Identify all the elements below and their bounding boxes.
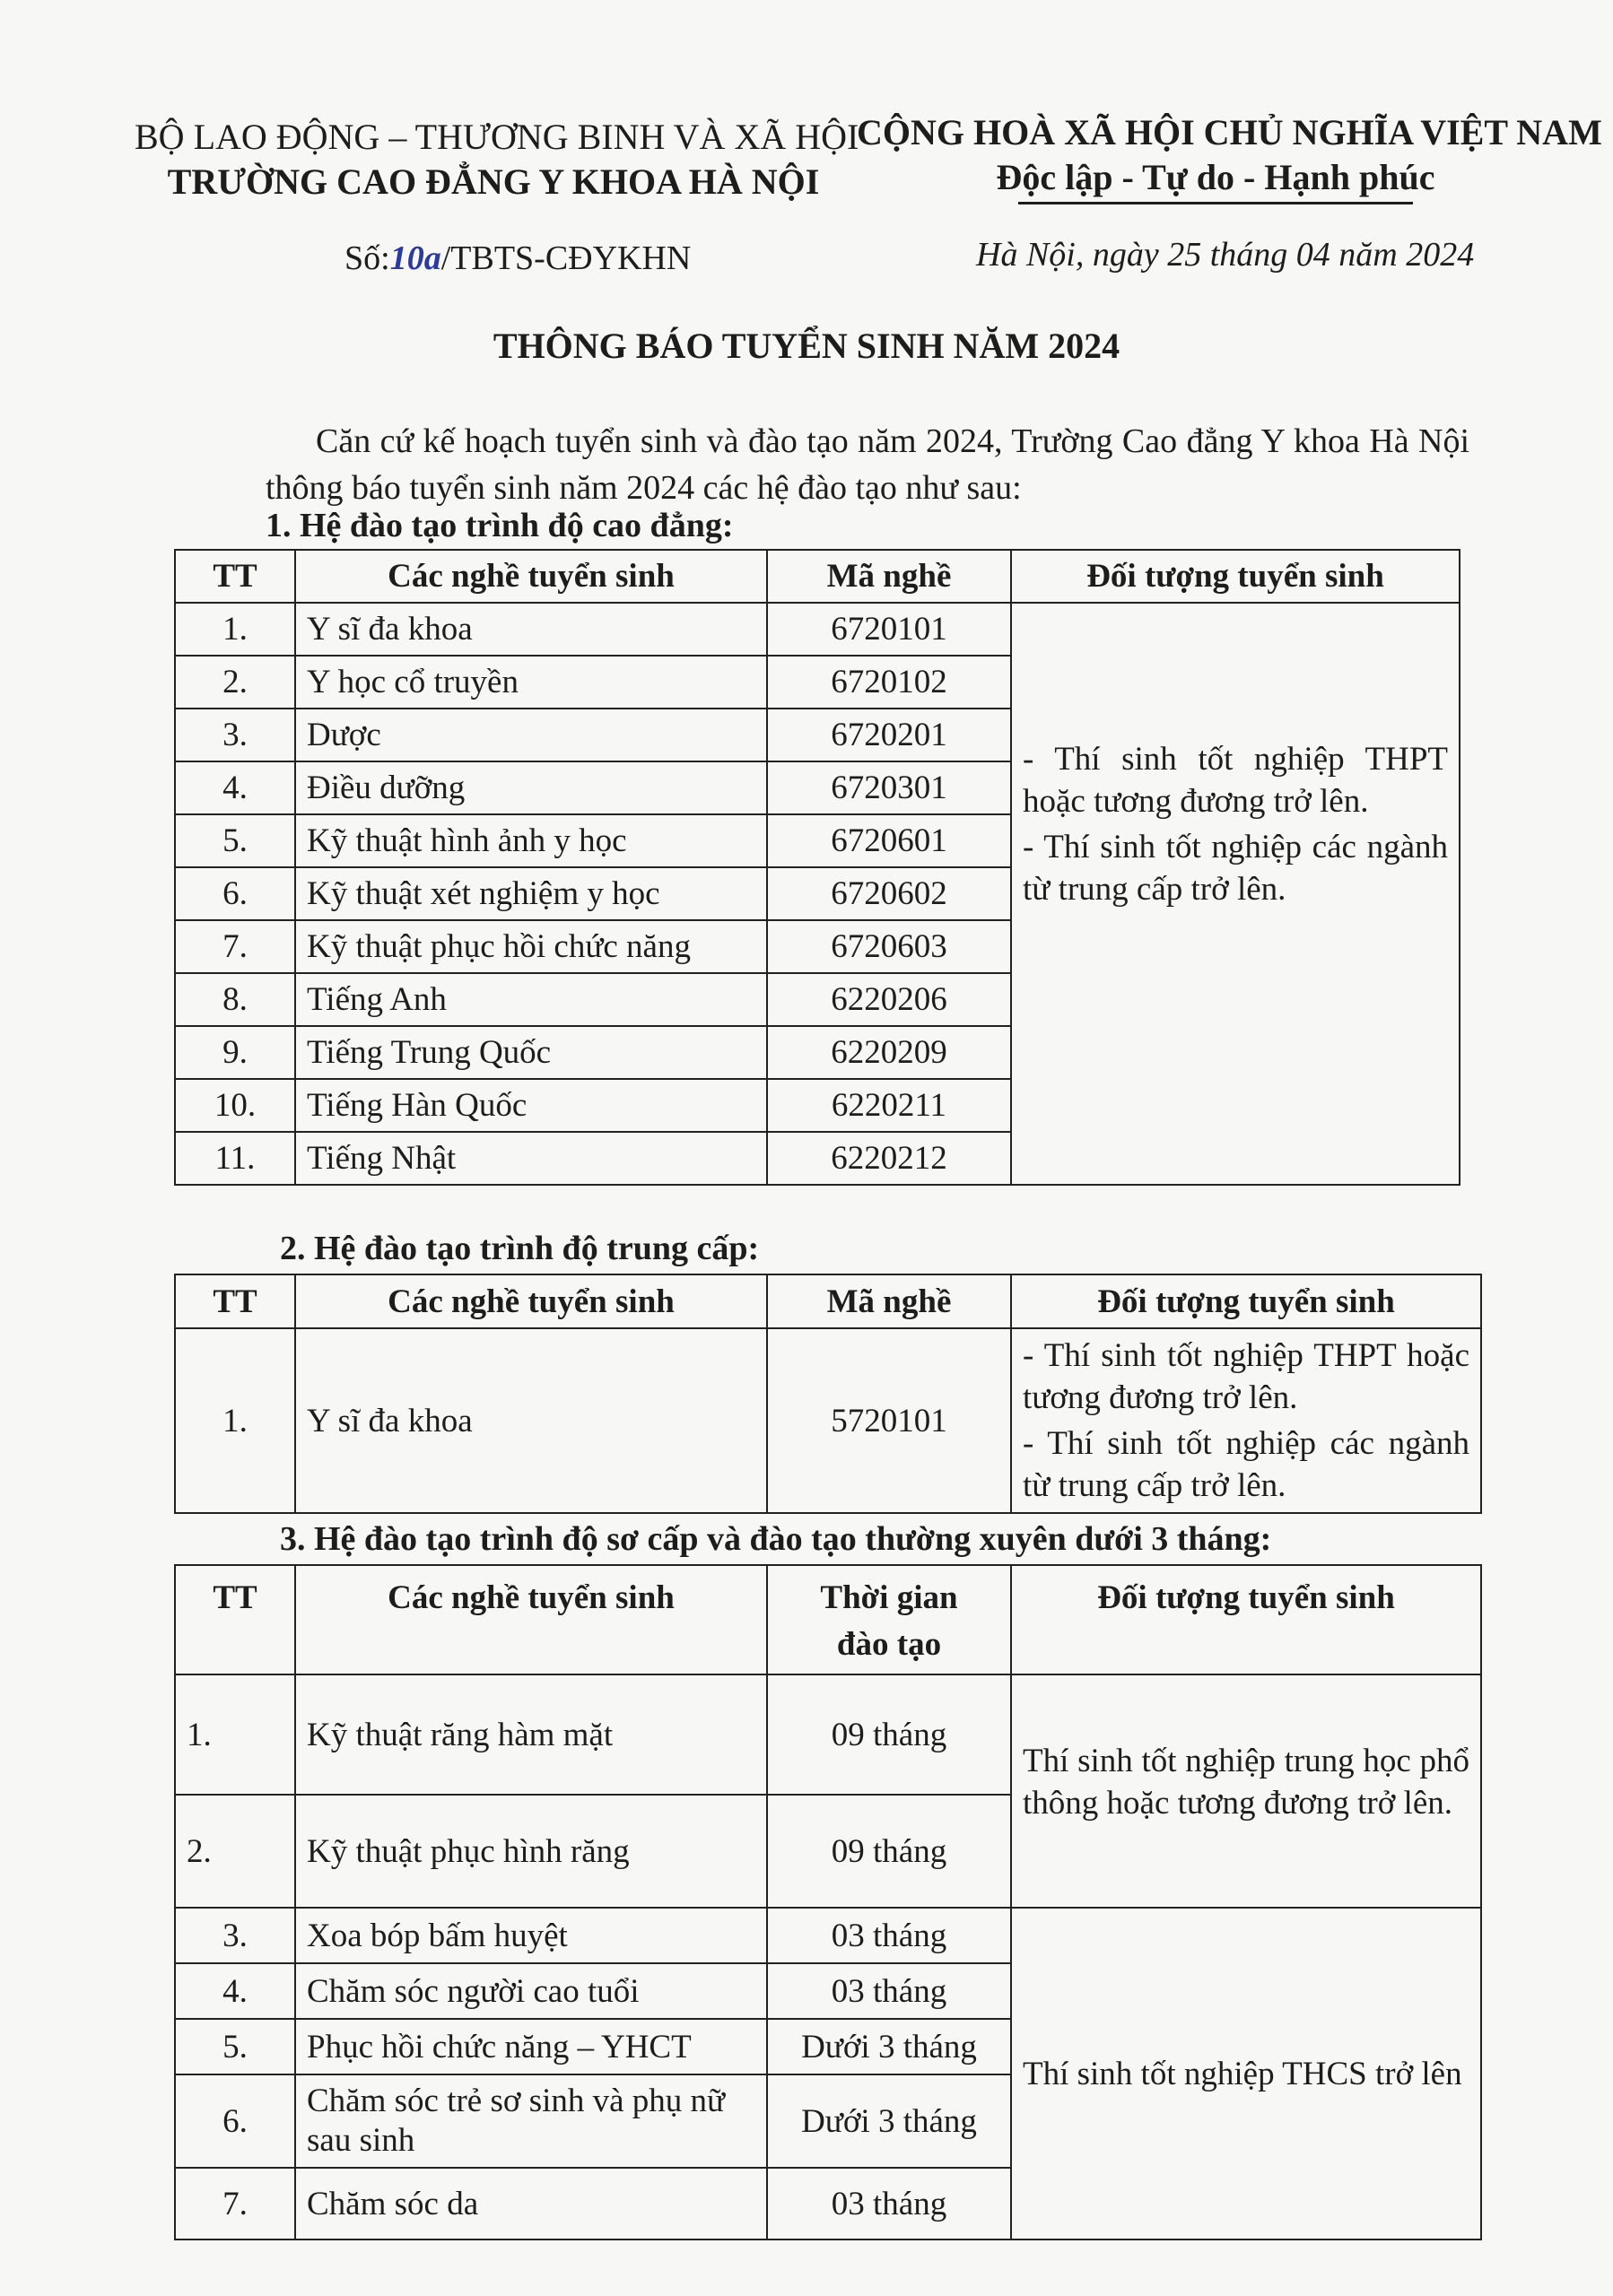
header-tt: TT xyxy=(175,550,295,603)
row-tt: 3. xyxy=(175,1908,295,1963)
row-tt: 7. xyxy=(175,920,295,973)
row-program: Kỹ thuật phục hồi chức năng xyxy=(295,920,767,973)
row-code: 6720601 xyxy=(767,814,1011,867)
row-duration: 09 tháng xyxy=(767,1795,1011,1908)
row-tt: 2. xyxy=(175,1795,295,1908)
row-tt: 1. xyxy=(175,1328,295,1513)
target-line-1: - Thí sinh tốt nghiệp THPT hoặc tương đương trở lên. xyxy=(1023,741,1448,820)
row-tt: 3. xyxy=(175,709,295,761)
target-cell xyxy=(1011,603,1460,1185)
row-duration: 03 tháng xyxy=(767,1963,1011,2019)
row-tt: 1. xyxy=(175,603,295,656)
table-header-row xyxy=(175,550,1460,603)
row-program: Điều dưỡng xyxy=(295,761,767,814)
table-row xyxy=(175,1328,1481,1513)
row-program: Kỹ thuật xét nghiệm y học xyxy=(295,867,767,920)
row-program: Chăm sóc người cao tuổi xyxy=(295,1963,767,2019)
row-duration: 09 tháng xyxy=(767,1674,1011,1795)
header-programs: Các nghề tuyển sinh xyxy=(295,1274,767,1328)
intro-text: Căn cứ kế hoạch tuyển sinh và đào tạo năm 2024, Trường Cao đẳng Y khoa Hà Nội thông báo tuyển sinh năm 2024 các hệ đào tạo như sau: xyxy=(266,422,1469,507)
issuer-header xyxy=(135,115,859,204)
row-program: Kỹ thuật răng hàm mặt xyxy=(295,1674,767,1795)
header-code: Mã nghề xyxy=(767,550,1011,603)
country-name: CỘNG HOÀ XÃ HỘI CHỦ NGHĨA VIỆT NAM xyxy=(857,112,1602,152)
motto-underline xyxy=(1018,202,1413,204)
row-tt: 10. xyxy=(175,1079,295,1132)
ministry-name: BỘ LAO ĐỘNG – THƯƠNG BINH VÀ XÃ HỘI xyxy=(135,117,859,157)
row-tt: 11. xyxy=(175,1132,295,1185)
national-header xyxy=(857,110,1602,204)
target-cell xyxy=(1011,1328,1481,1513)
row-code: 6720201 xyxy=(767,709,1011,761)
row-program: Y sĩ đa khoa xyxy=(295,1328,767,1513)
row-tt: 4. xyxy=(175,1963,295,2019)
table-row xyxy=(175,1908,1481,1963)
intro-paragraph xyxy=(266,418,1469,511)
section-1-heading: 1. Hệ đào tạo trình độ cao đẳng: xyxy=(266,507,734,544)
intermediate-programs-table xyxy=(174,1274,1482,1514)
header-programs: Các nghề tuyển sinh xyxy=(295,550,767,603)
row-tt: 6. xyxy=(175,2074,295,2168)
row-program: Chăm sóc trẻ sơ sinh và phụ nữ sau sinh xyxy=(295,2074,767,2168)
row-program: Xoa bóp bấm huyệt xyxy=(295,1908,767,1963)
row-tt: 6. xyxy=(175,867,295,920)
row-code: 6720603 xyxy=(767,920,1011,973)
table-row xyxy=(175,603,1460,656)
target-cell-upper: Thí sinh tốt nghiệp trung học phổ thông hoặc tương đương trở lên. xyxy=(1011,1674,1481,1908)
row-code: 6220209 xyxy=(767,1026,1011,1079)
table-row xyxy=(175,1674,1481,1795)
header-duration-line-1: Thời gian xyxy=(820,1579,958,1616)
header-target: Đối tượng tuyển sinh xyxy=(1011,1274,1481,1328)
row-program: Tiếng Hàn Quốc xyxy=(295,1079,767,1132)
row-program: Chăm sóc da xyxy=(295,2168,767,2239)
target-line-2: - Thí sinh tốt nghiệp các ngành từ trung cấp trở lên. xyxy=(1023,1425,1469,1504)
row-code: 6720301 xyxy=(767,761,1011,814)
row-code: 6720101 xyxy=(767,603,1011,656)
row-program: Tiếng Nhật xyxy=(295,1132,767,1185)
header-programs: Các nghề tuyển sinh xyxy=(295,1565,767,1674)
table-header-row xyxy=(175,1274,1481,1328)
ref-suffix: /TBTS-CĐYKHN xyxy=(440,239,692,277)
table-header-row xyxy=(175,1565,1481,1674)
row-program: Tiếng Anh xyxy=(295,973,767,1026)
row-code: 6220206 xyxy=(767,973,1011,1026)
target-cell-lower: Thí sinh tốt nghiệp THCS trở lên xyxy=(1011,1908,1481,2239)
row-duration: Dưới 3 tháng xyxy=(767,2019,1011,2074)
national-motto: Độc lập - Tự do - Hạnh phúc xyxy=(996,157,1435,197)
row-tt: 7. xyxy=(175,2168,295,2239)
row-program: Kỹ thuật hình ảnh y học xyxy=(295,814,767,867)
document-date: Hà Nội, ngày 25 tháng 04 năm 2024 xyxy=(976,236,1475,274)
ref-handwritten-number: 10a xyxy=(389,239,441,277)
header-target: Đối tượng tuyển sinh xyxy=(1011,550,1460,603)
row-tt: 8. xyxy=(175,973,295,1026)
row-duration: 03 tháng xyxy=(767,1908,1011,1963)
row-tt: 5. xyxy=(175,2019,295,2074)
row-code: 5720101 xyxy=(767,1328,1011,1513)
header-duration-line-2: đào tạo xyxy=(836,1626,942,1663)
row-duration: 03 tháng xyxy=(767,2168,1011,2239)
row-program: Y sĩ đa khoa xyxy=(295,603,767,656)
section-2-heading: 2. Hệ đào tạo trình độ trung cấp: xyxy=(280,1230,760,1267)
section-3-heading: 3. Hệ đào tạo trình độ sơ cấp và đào tạo thường xuyên dưới 3 tháng: xyxy=(280,1520,1272,1558)
row-code: 6220211 xyxy=(767,1079,1011,1132)
row-tt: 4. xyxy=(175,761,295,814)
document-title: THÔNG BÁO TUYỂN SINH NĂM 2024 xyxy=(493,326,1120,366)
row-program: Dược xyxy=(295,709,767,761)
header-target: Đối tượng tuyển sinh xyxy=(1011,1565,1481,1674)
short-course-programs-table xyxy=(174,1564,1482,2240)
row-program: Kỹ thuật phục hình răng xyxy=(295,1795,767,1908)
row-code: 6720602 xyxy=(767,867,1011,920)
row-tt: 2. xyxy=(175,656,295,709)
target-line-1: - Thí sinh tốt nghiệp THPT hoặc tương đương trở lên. xyxy=(1023,1337,1469,1416)
college-programs-table xyxy=(174,549,1460,1186)
target-line-2: - Thí sinh tốt nghiệp các ngành từ trung cấp trở lên. xyxy=(1023,829,1448,908)
row-tt: 1. xyxy=(175,1674,295,1795)
row-program: Phục hồi chức năng – YHCT xyxy=(295,2019,767,2074)
header-tt: TT xyxy=(175,1274,295,1328)
header-code: Mã nghề xyxy=(767,1274,1011,1328)
row-tt: 5. xyxy=(175,814,295,867)
row-duration: Dưới 3 tháng xyxy=(767,2074,1011,2168)
row-tt: 9. xyxy=(175,1026,295,1079)
school-name: TRƯỜNG CAO ĐẲNG Y KHOA HÀ NỘI xyxy=(167,161,820,202)
header-duration xyxy=(767,1565,1011,1674)
header-tt: TT xyxy=(175,1565,295,1674)
document-number xyxy=(344,239,691,278)
row-program: Tiếng Trung Quốc xyxy=(295,1026,767,1079)
row-program: Y học cổ truyền xyxy=(295,656,767,709)
row-code: 6720102 xyxy=(767,656,1011,709)
ref-prefix: Số: xyxy=(344,239,390,277)
row-code: 6220212 xyxy=(767,1132,1011,1185)
